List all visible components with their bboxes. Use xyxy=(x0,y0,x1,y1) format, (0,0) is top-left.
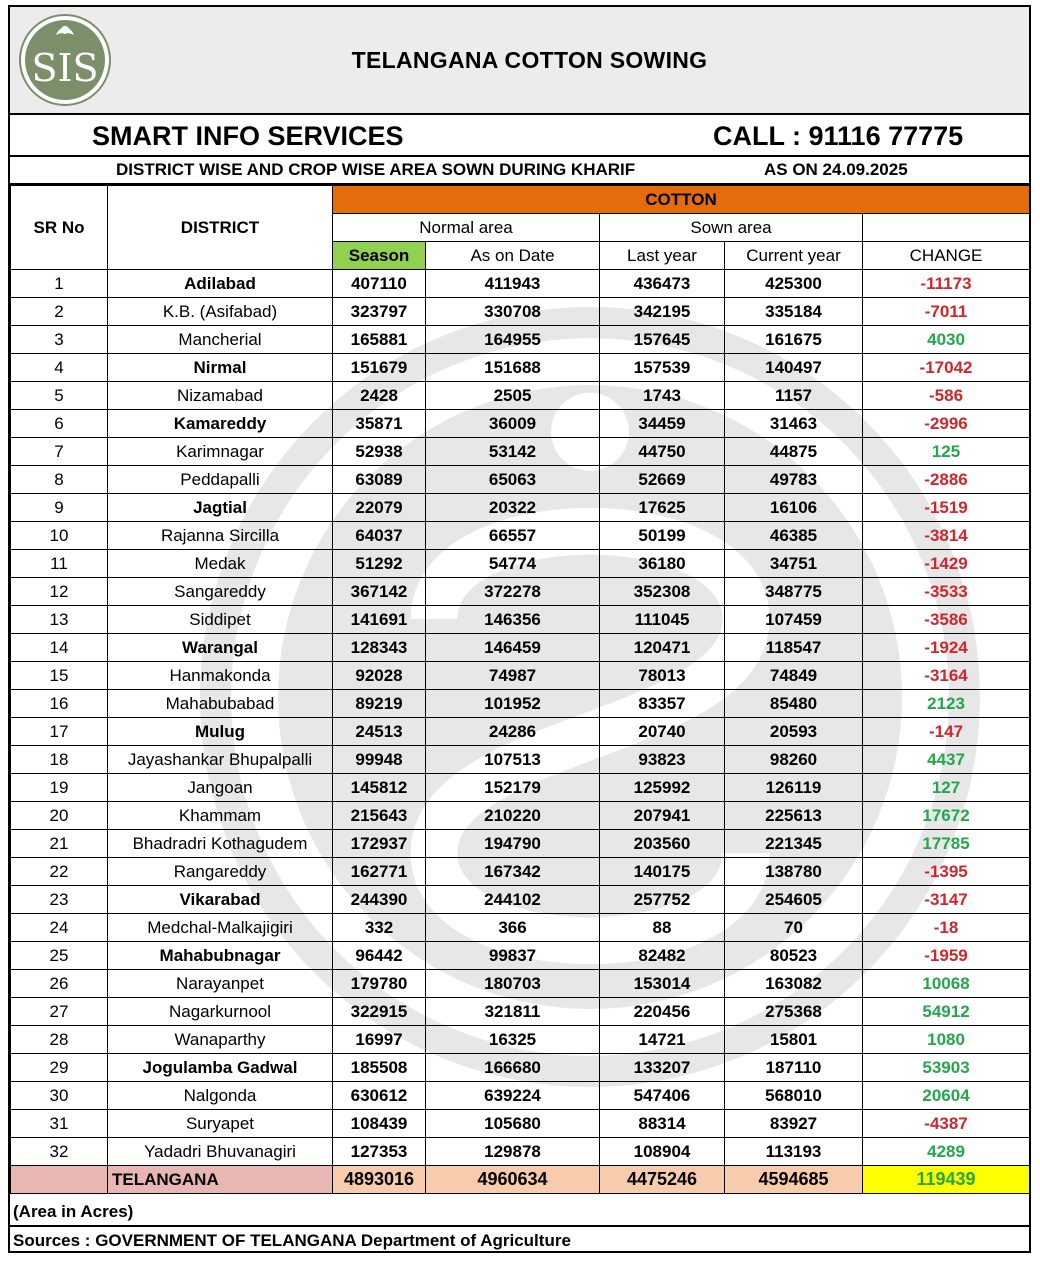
normal-area-header: Normal area xyxy=(333,214,600,242)
row-sr: 2 xyxy=(11,298,108,326)
row-district: Vikarabad xyxy=(108,886,333,914)
row-last-year: 34459 xyxy=(600,410,725,438)
row-season: 323797 xyxy=(333,298,426,326)
table-row xyxy=(11,550,1030,578)
table-row xyxy=(11,858,1030,886)
crop-header: COTTON xyxy=(333,186,1030,214)
row-district: Nagarkurnool xyxy=(108,998,333,1026)
row-last-year: 547406 xyxy=(600,1082,725,1110)
row-change: 4030 xyxy=(863,326,1030,354)
row-change: -2886 xyxy=(863,466,1030,494)
row-last-year: 436473 xyxy=(600,270,725,298)
row-as-on-date: 107513 xyxy=(426,746,600,774)
sown-area-header: Sown area xyxy=(600,214,863,242)
row-sr: 1 xyxy=(11,270,108,298)
brand-name: SMART INFO SERVICES xyxy=(92,121,404,151)
row-current-year: 83927 xyxy=(725,1110,863,1138)
row-season: 407110 xyxy=(333,270,426,298)
col-last-year-header: Last year xyxy=(600,242,725,270)
row-sr: 17 xyxy=(11,718,108,746)
row-current-year: 118547 xyxy=(725,634,863,662)
row-change: -7011 xyxy=(863,298,1030,326)
table-row xyxy=(11,270,1030,298)
row-sr: 29 xyxy=(11,1054,108,1082)
row-sr: 6 xyxy=(11,410,108,438)
table-row xyxy=(11,522,1030,550)
row-as-on-date: 194790 xyxy=(426,830,600,858)
row-change: -18 xyxy=(863,914,1030,942)
row-sr: 10 xyxy=(11,522,108,550)
row-district: Jogulamba Gadwal xyxy=(108,1054,333,1082)
row-district: Bhadradri Kothagudem xyxy=(108,830,333,858)
call-number: CALL : 91116 77775 xyxy=(713,121,964,151)
row-season: 35871 xyxy=(333,410,426,438)
row-last-year: 342195 xyxy=(600,298,725,326)
row-current-year: 74849 xyxy=(725,662,863,690)
table-total xyxy=(11,1166,1030,1194)
row-change: -3814 xyxy=(863,522,1030,550)
row-season: 172937 xyxy=(333,830,426,858)
row-season: 89219 xyxy=(333,690,426,718)
row-change: 17672 xyxy=(863,802,1030,830)
row-change: -3164 xyxy=(863,662,1030,690)
row-district: Warangal xyxy=(108,634,333,662)
row-as-on-date: 152179 xyxy=(426,774,600,802)
row-as-on-date: 66557 xyxy=(426,522,600,550)
row-last-year: 220456 xyxy=(600,998,725,1026)
row-last-year: 257752 xyxy=(600,886,725,914)
row-sr: 14 xyxy=(11,634,108,662)
cotton-sowing-table xyxy=(10,185,1030,1194)
row-current-year: 34751 xyxy=(725,550,863,578)
page-title: TELANGANA COTTON SOWING xyxy=(351,47,708,73)
row-sr: 9 xyxy=(11,494,108,522)
row-district: Narayanpet xyxy=(108,970,333,998)
row-current-year: 80523 xyxy=(725,942,863,970)
table-row xyxy=(11,774,1030,802)
total-current-year: 4594685 xyxy=(725,1166,863,1194)
table-row xyxy=(11,970,1030,998)
row-season: 215643 xyxy=(333,802,426,830)
row-current-year: 187110 xyxy=(725,1054,863,1082)
row-district: Rangareddy xyxy=(108,858,333,886)
table-row xyxy=(11,886,1030,914)
row-last-year: 1743 xyxy=(600,382,725,410)
row-as-on-date: 2505 xyxy=(426,382,600,410)
row-last-year: 111045 xyxy=(600,606,725,634)
row-last-year: 78013 xyxy=(600,662,725,690)
row-as-on-date: 101952 xyxy=(426,690,600,718)
unit-note-row xyxy=(10,1198,1029,1227)
row-as-on-date: 20322 xyxy=(426,494,600,522)
row-change: 20604 xyxy=(863,1082,1030,1110)
row-change: -586 xyxy=(863,382,1030,410)
row-current-year: 85480 xyxy=(725,690,863,718)
row-season: 99948 xyxy=(333,746,426,774)
row-last-year: 17625 xyxy=(600,494,725,522)
col-current-year-header: Current year xyxy=(725,242,863,270)
unit-note: (Area in Acres) xyxy=(13,1202,134,1221)
row-sr: 22 xyxy=(11,858,108,886)
row-season: 92028 xyxy=(333,662,426,690)
table-row xyxy=(11,438,1030,466)
table-row xyxy=(11,830,1030,858)
total-change: 119439 xyxy=(863,1166,1030,1194)
report-header xyxy=(10,7,1029,115)
row-last-year: 140175 xyxy=(600,858,725,886)
row-season: 145812 xyxy=(333,774,426,802)
row-change: -1429 xyxy=(863,550,1030,578)
row-as-on-date: 129878 xyxy=(426,1138,600,1166)
row-district: Mahabubnagar xyxy=(108,942,333,970)
row-last-year: 14721 xyxy=(600,1026,725,1054)
row-sr: 3 xyxy=(11,326,108,354)
row-district: Peddapalli xyxy=(108,466,333,494)
row-season: 244390 xyxy=(333,886,426,914)
col-district-header: DISTRICT xyxy=(108,186,333,270)
total-season: 4893016 xyxy=(333,1166,426,1194)
row-last-year: 82482 xyxy=(600,942,725,970)
row-sr: 11 xyxy=(11,550,108,578)
row-season: 162771 xyxy=(333,858,426,886)
table-row xyxy=(11,998,1030,1026)
row-district: Siddipet xyxy=(108,606,333,634)
row-current-year: 44875 xyxy=(725,438,863,466)
row-current-year: 140497 xyxy=(725,354,863,382)
row-sr: 32 xyxy=(11,1138,108,1166)
row-as-on-date: 366 xyxy=(426,914,600,942)
row-change: -1924 xyxy=(863,634,1030,662)
row-sr: 19 xyxy=(11,774,108,802)
row-district: Medchal-Malkajigiri xyxy=(108,914,333,942)
row-sr: 21 xyxy=(11,830,108,858)
row-district: Adilabad xyxy=(108,270,333,298)
row-as-on-date: 167342 xyxy=(426,858,600,886)
table-row xyxy=(11,718,1030,746)
row-district: Khammam xyxy=(108,802,333,830)
row-season: 51292 xyxy=(333,550,426,578)
row-last-year: 88314 xyxy=(600,1110,725,1138)
row-change: 1080 xyxy=(863,1026,1030,1054)
row-as-on-date: 330708 xyxy=(426,298,600,326)
row-as-on-date: 639224 xyxy=(426,1082,600,1110)
row-as-on-date: 105680 xyxy=(426,1110,600,1138)
row-change: 127 xyxy=(863,774,1030,802)
row-sr: 18 xyxy=(11,746,108,774)
row-as-on-date: 54774 xyxy=(426,550,600,578)
row-as-on-date: 24286 xyxy=(426,718,600,746)
row-season: 185508 xyxy=(333,1054,426,1082)
row-last-year: 133207 xyxy=(600,1054,725,1082)
row-change: -4387 xyxy=(863,1110,1030,1138)
row-current-year: 46385 xyxy=(725,522,863,550)
row-current-year: 348775 xyxy=(725,578,863,606)
row-sr: 7 xyxy=(11,438,108,466)
table-row xyxy=(11,802,1030,830)
row-as-on-date: 53142 xyxy=(426,438,600,466)
row-season: 64037 xyxy=(333,522,426,550)
row-season: 96442 xyxy=(333,942,426,970)
row-change: -17042 xyxy=(863,354,1030,382)
row-district: Mulug xyxy=(108,718,333,746)
row-as-on-date: 166680 xyxy=(426,1054,600,1082)
row-season: 24513 xyxy=(333,718,426,746)
row-sr: 26 xyxy=(11,970,108,998)
row-as-on-date: 65063 xyxy=(426,466,600,494)
row-sr: 20 xyxy=(11,802,108,830)
row-current-year: 254605 xyxy=(725,886,863,914)
row-season: 332 xyxy=(333,914,426,942)
row-district: K.B. (Asifabad) xyxy=(108,298,333,326)
table-row xyxy=(11,662,1030,690)
row-last-year: 93823 xyxy=(600,746,725,774)
row-district: Rajanna Sircilla xyxy=(108,522,333,550)
row-district: Medak xyxy=(108,550,333,578)
row-last-year: 52669 xyxy=(600,466,725,494)
row-season: 16997 xyxy=(333,1026,426,1054)
row-season: 108439 xyxy=(333,1110,426,1138)
row-current-year: 1157 xyxy=(725,382,863,410)
row-sr: 13 xyxy=(11,606,108,634)
row-season: 165881 xyxy=(333,326,426,354)
row-change: -11173 xyxy=(863,270,1030,298)
row-sr: 16 xyxy=(11,690,108,718)
row-change: -3533 xyxy=(863,578,1030,606)
row-current-year: 31463 xyxy=(725,410,863,438)
row-current-year: 15801 xyxy=(725,1026,863,1054)
row-season: 127353 xyxy=(333,1138,426,1166)
row-change: 4437 xyxy=(863,746,1030,774)
row-district: Karimnagar xyxy=(108,438,333,466)
row-change: 53903 xyxy=(863,1054,1030,1082)
row-season: 322915 xyxy=(333,998,426,1026)
row-sr: 28 xyxy=(11,1026,108,1054)
row-last-year: 157539 xyxy=(600,354,725,382)
col-change-header: CHANGE xyxy=(863,242,1030,270)
row-as-on-date: 146459 xyxy=(426,634,600,662)
row-last-year: 108904 xyxy=(600,1138,725,1166)
row-change: 10068 xyxy=(863,970,1030,998)
table-row xyxy=(11,410,1030,438)
total-as-on-date: 4960634 xyxy=(426,1166,600,1194)
row-district: Jagtial xyxy=(108,494,333,522)
report-frame xyxy=(8,5,1031,1253)
row-district: Suryapet xyxy=(108,1110,333,1138)
row-last-year: 83357 xyxy=(600,690,725,718)
table-row xyxy=(11,1082,1030,1110)
table-header xyxy=(11,186,1030,270)
row-last-year: 44750 xyxy=(600,438,725,466)
row-last-year: 352308 xyxy=(600,578,725,606)
row-last-year: 203560 xyxy=(600,830,725,858)
row-district: Nirmal xyxy=(108,354,333,382)
table-row xyxy=(11,634,1030,662)
row-current-year: 163082 xyxy=(725,970,863,998)
row-district: Hanmakonda xyxy=(108,662,333,690)
row-season: 630612 xyxy=(333,1082,426,1110)
table-row xyxy=(11,942,1030,970)
row-last-year: 207941 xyxy=(600,802,725,830)
row-current-year: 335184 xyxy=(725,298,863,326)
row-as-on-date: 164955 xyxy=(426,326,600,354)
row-last-year: 153014 xyxy=(600,970,725,998)
row-as-on-date: 16325 xyxy=(426,1026,600,1054)
row-sr: 24 xyxy=(11,914,108,942)
table-row xyxy=(11,466,1030,494)
row-district: Sangareddy xyxy=(108,578,333,606)
table-row xyxy=(11,494,1030,522)
row-change: -3586 xyxy=(863,606,1030,634)
row-last-year: 125992 xyxy=(600,774,725,802)
row-season: 128343 xyxy=(333,634,426,662)
table-row xyxy=(11,1138,1030,1166)
row-district: Nizamabad xyxy=(108,382,333,410)
row-season: 151679 xyxy=(333,354,426,382)
row-sr: 8 xyxy=(11,466,108,494)
row-last-year: 120471 xyxy=(600,634,725,662)
row-season: 63089 xyxy=(333,466,426,494)
row-as-on-date: 372278 xyxy=(426,578,600,606)
table-row xyxy=(11,298,1030,326)
subheader-row xyxy=(10,157,1029,185)
row-change: -3147 xyxy=(863,886,1030,914)
row-change: 17785 xyxy=(863,830,1030,858)
row-season: 52938 xyxy=(333,438,426,466)
row-last-year: 88 xyxy=(600,914,725,942)
source-row xyxy=(10,1227,1029,1253)
table-row xyxy=(11,914,1030,942)
row-season: 141691 xyxy=(333,606,426,634)
col-season-header: Season xyxy=(333,242,426,270)
row-district: Kamareddy xyxy=(108,410,333,438)
row-season: 2428 xyxy=(333,382,426,410)
table-body xyxy=(11,270,1030,1166)
row-current-year: 138780 xyxy=(725,858,863,886)
row-change: 54912 xyxy=(863,998,1030,1026)
table-row xyxy=(11,1110,1030,1138)
table-row xyxy=(11,1054,1030,1082)
table-row xyxy=(11,382,1030,410)
row-district: Mahabubabad xyxy=(108,690,333,718)
row-as-on-date: 146356 xyxy=(426,606,600,634)
row-as-on-date: 244102 xyxy=(426,886,600,914)
table-row xyxy=(11,746,1030,774)
logo-text: SIS xyxy=(31,46,99,90)
row-sr: 5 xyxy=(11,382,108,410)
row-as-on-date: 180703 xyxy=(426,970,600,998)
row-sr: 4 xyxy=(11,354,108,382)
row-district: Jayashankar Bhupalpalli xyxy=(108,746,333,774)
row-sr: 25 xyxy=(11,942,108,970)
empty-header-cell xyxy=(863,214,1030,242)
total-name: TELANGANA xyxy=(108,1166,333,1194)
row-as-on-date: 210220 xyxy=(426,802,600,830)
row-district: Wanaparthy xyxy=(108,1026,333,1054)
row-current-year: 113193 xyxy=(725,1138,863,1166)
row-change: -1395 xyxy=(863,858,1030,886)
as-on-date: AS ON 24.09.2025 xyxy=(764,160,908,179)
table-row xyxy=(11,578,1030,606)
row-as-on-date: 99837 xyxy=(426,942,600,970)
source-note: Sources : GOVERNMENT OF TELANGANA Department of Agriculture xyxy=(13,1231,571,1250)
row-current-year: 275368 xyxy=(725,998,863,1026)
row-as-on-date: 321811 xyxy=(426,998,600,1026)
row-change: -1519 xyxy=(863,494,1030,522)
total-sr-cell xyxy=(11,1166,108,1194)
row-season: 22079 xyxy=(333,494,426,522)
table-row xyxy=(11,606,1030,634)
row-last-year: 20740 xyxy=(600,718,725,746)
row-current-year: 49783 xyxy=(725,466,863,494)
row-current-year: 107459 xyxy=(725,606,863,634)
row-current-year: 126119 xyxy=(725,774,863,802)
row-current-year: 568010 xyxy=(725,1082,863,1110)
row-change: 125 xyxy=(863,438,1030,466)
row-sr: 30 xyxy=(11,1082,108,1110)
row-district: Jangoan xyxy=(108,774,333,802)
row-sr: 15 xyxy=(11,662,108,690)
row-change: -1959 xyxy=(863,942,1030,970)
row-as-on-date: 151688 xyxy=(426,354,600,382)
row-current-year: 425300 xyxy=(725,270,863,298)
row-last-year: 50199 xyxy=(600,522,725,550)
report-description: DISTRICT WISE AND CROP WISE AREA SOWN DURING KHARIF xyxy=(116,160,636,179)
col-as-on-date-header: As on Date xyxy=(426,242,600,270)
table-row xyxy=(11,354,1030,382)
row-district: Nalgonda xyxy=(108,1082,333,1110)
row-last-year: 36180 xyxy=(600,550,725,578)
table-row xyxy=(11,1026,1030,1054)
row-district: Mancherial xyxy=(108,326,333,354)
row-as-on-date: 36009 xyxy=(426,410,600,438)
row-change: -147 xyxy=(863,718,1030,746)
row-current-year: 98260 xyxy=(725,746,863,774)
total-row xyxy=(11,1166,1030,1194)
row-change: 4289 xyxy=(863,1138,1030,1166)
row-current-year: 221345 xyxy=(725,830,863,858)
row-current-year: 16106 xyxy=(725,494,863,522)
brand-row xyxy=(10,113,1029,157)
row-sr: 31 xyxy=(11,1110,108,1138)
table-row xyxy=(11,690,1030,718)
row-sr: 12 xyxy=(11,578,108,606)
row-change: 2123 xyxy=(863,690,1030,718)
row-as-on-date: 74987 xyxy=(426,662,600,690)
row-last-year: 157645 xyxy=(600,326,725,354)
row-sr: 27 xyxy=(11,998,108,1026)
row-current-year: 20593 xyxy=(725,718,863,746)
row-change: -2996 xyxy=(863,410,1030,438)
total-last-year: 4475246 xyxy=(600,1166,725,1194)
row-current-year: 161675 xyxy=(725,326,863,354)
table-row xyxy=(11,326,1030,354)
row-district: Yadadri Bhuvanagiri xyxy=(108,1138,333,1166)
row-season: 367142 xyxy=(333,578,426,606)
row-sr: 23 xyxy=(11,886,108,914)
row-current-year: 70 xyxy=(725,914,863,942)
row-as-on-date: 411943 xyxy=(426,270,600,298)
row-current-year: 225613 xyxy=(725,802,863,830)
col-sr-header: SR No xyxy=(11,186,108,270)
row-season: 179780 xyxy=(333,970,426,998)
